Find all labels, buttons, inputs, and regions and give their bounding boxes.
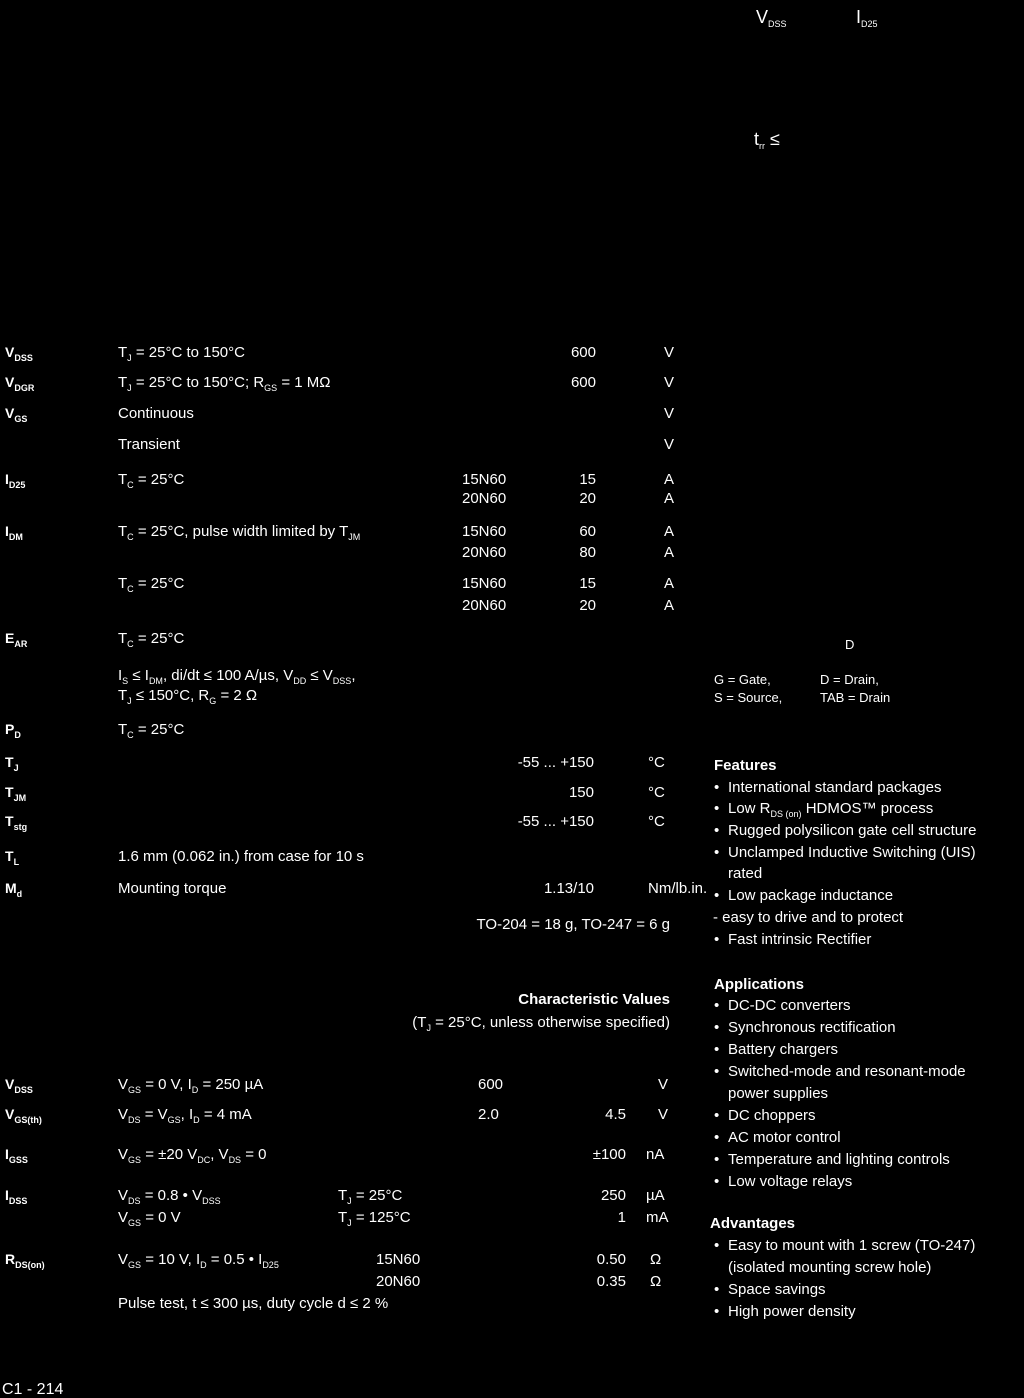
temp-value: 1.13/10 [543, 880, 594, 897]
rds-unit1: Ω [650, 1251, 662, 1268]
rds-val1: 0.50 [596, 1251, 626, 1268]
char-condition: $V_{GS} = 0$ V, $I_D = 250$ µA [118, 1076, 264, 1095]
rating-condition: Continuous [118, 405, 194, 422]
feature-item: - easy to drive and to protect [713, 909, 904, 926]
feature-item: • Fast intrinsic Rectifier [728, 932, 871, 947]
rating-part: 20N60 [462, 490, 507, 507]
features-title: Features [714, 757, 777, 774]
char-symbol: $V_{DSS}$ [5, 1076, 33, 1095]
weight: TO-204 = 18 g, TO-247 = 6 g [476, 916, 670, 933]
temp-condition: 1.6 mm (0.062 in.) from case for 10 s [118, 848, 364, 865]
temp-symbol: $T_L$ [5, 848, 20, 867]
idss-temp1: $T_J = 25^\circ C$ [338, 1187, 403, 1206]
rating-symbol: $E_{AR}$ [5, 630, 28, 649]
rating-symbol: $I_{D25}$ [5, 471, 26, 490]
application-item: • Battery chargers [728, 1042, 838, 1057]
char-symbol: $V_{GS(th)}$ [5, 1106, 42, 1125]
advantage-item: (isolated mounting screw hole) [728, 1259, 932, 1276]
rating-symbol: $V_{DGR}$ [5, 374, 35, 393]
temp-condition: Mounting torque [118, 880, 227, 897]
feature-item: rated [728, 865, 763, 882]
feature-item: • International standard packages [728, 780, 941, 795]
application-item: • Temperature and lighting controls [728, 1152, 950, 1167]
rating-part: 20N60 [462, 597, 507, 614]
rating-value: 60 [579, 523, 596, 540]
rating-unit: A [664, 490, 675, 507]
idss-cond2: $V_{GS} = 0$ V [118, 1209, 181, 1228]
char-conditions: ($T_J = 25^\circ C$, unless otherwise specified) [412, 1014, 670, 1033]
rds-symbol: $R_{DS(on)}$ [5, 1251, 45, 1270]
pinout-tab: TAB = Drain [820, 690, 891, 705]
rating-value: 15 [579, 471, 596, 488]
application-item: • Synchronous rectification [728, 1020, 896, 1035]
char-min: 2.0 [478, 1106, 499, 1123]
dvdt-condition-line2: $T_J \le 150^\circ C$, $R_G = 2$ Ω [118, 687, 258, 706]
applications-title: Applications [714, 976, 805, 993]
rating-symbol: $I_{DM}$ [5, 523, 23, 542]
rating-unit: V [664, 436, 675, 453]
rating-value: 600 [570, 344, 596, 361]
advantage-item: • High power density [728, 1304, 856, 1319]
rds-cond: $V_{GS} = 10$ V, $I_D = 0.5$ • $I_{D25}$ [118, 1251, 279, 1270]
rating-unit: V [664, 374, 675, 391]
pd-symbol: $P_D$ [5, 721, 21, 740]
rating-value: 15 [579, 575, 596, 592]
rating-part: 15N60 [462, 575, 507, 592]
char-condition: $V_{GS} = \pm 20$ $V_{DC}$, $V_{DS} = 0$ [118, 1146, 267, 1165]
rating-condition: $T_C = 25^\circ C$ [118, 630, 185, 649]
pinout-drain: D = Drain, [820, 672, 879, 687]
rating-value: 600 [570, 374, 596, 391]
temp-unit: Nm/lb.in. [648, 880, 708, 897]
advantages-title: Advantages [710, 1215, 796, 1232]
advantage-item: • Space savings [728, 1282, 826, 1297]
rating-symbol: $V_{GS}$ [5, 405, 28, 424]
temp-symbol: $M_d$ [5, 880, 23, 899]
rds-val2: 0.35 [596, 1273, 626, 1290]
rating-condition: $T_J = 25^\circ C$ to 150°C [118, 344, 245, 363]
pinout-d-label: D [845, 637, 855, 652]
char-max: 4.5 [605, 1106, 626, 1123]
header-vdss: $V_{DSS}$ [756, 7, 787, 29]
idss-unit1: µA [646, 1187, 665, 1204]
char-min: 600 [478, 1076, 504, 1093]
rating-part: 15N60 [462, 471, 507, 488]
rating-unit: A [664, 523, 675, 540]
temp-value: 150 [568, 784, 594, 801]
idss-val2: 1 [617, 1209, 626, 1226]
application-item: • DC-DC converters [728, 998, 851, 1013]
feature-item: • Low $R_{DS (on)}$ HDMOS™ process [728, 801, 933, 816]
temp-value: -55 ... +150 [517, 754, 594, 771]
rating-part: 20N60 [462, 544, 507, 561]
pinout-gate: G = Gate, [714, 672, 771, 687]
header-trr: $t_{rr}$ ≤ [754, 129, 780, 151]
application-item: • DC choppers [728, 1108, 816, 1123]
temp-unit: °C [648, 784, 665, 801]
rating-condition: $T_C = 25^\circ C$, pulse width limited by $T_{JM}$ [118, 523, 361, 542]
temp-unit: °C [648, 813, 665, 830]
rating-symbol: $V_{DSS}$ [5, 344, 33, 363]
dvdt-condition-line1: $I_S \le I_{DM}$, di/dt ≤ 100 A/µs, $V_{DD} \le V_{DSS}$, [118, 667, 356, 686]
rating-part: 15N60 [462, 523, 507, 540]
rds-unit2: Ω [650, 1273, 662, 1290]
rating-value: 80 [579, 544, 596, 561]
rds-note: Pulse test, t ≤ 300 µs, duty cycle d ≤ 2 % [118, 1295, 389, 1312]
rating-value: 20 [579, 490, 596, 507]
rating-condition: Transient [118, 436, 180, 453]
temp-value: -55 ... +150 [517, 813, 594, 830]
rating-unit: A [664, 575, 675, 592]
rating-unit: A [664, 597, 675, 614]
char-max: ±100 [592, 1146, 626, 1163]
rating-unit: A [664, 544, 675, 561]
application-item: • Low voltage relays [728, 1174, 852, 1189]
rating-unit: V [664, 405, 675, 422]
temp-symbol: $T_{stg}$ [5, 813, 28, 832]
rating-unit: A [664, 471, 675, 488]
idss-cond1: $V_{DS} = 0.8$ • $V_{DSS}$ [118, 1187, 221, 1206]
idss-symbol: $I_{DSS}$ [5, 1187, 28, 1206]
header-id25: $I_{D25}$ [856, 7, 878, 29]
char-symbol: $I_{GSS}$ [5, 1146, 28, 1165]
feature-item: • Unclamped Inductive Switching (UIS) [728, 845, 976, 860]
rating-value: 20 [579, 597, 596, 614]
temp-symbol: $T_{JM}$ [5, 784, 27, 803]
application-item: power supplies [728, 1085, 829, 1102]
feature-item: • Rugged polysilicon gate cell structure [728, 823, 976, 838]
application-item: • Switched-mode and resonant-mode [728, 1064, 966, 1079]
advantage-item: • Easy to mount with 1 screw (TO-247) [728, 1238, 975, 1253]
rating-condition: $T_J = 25^\circ C$ to 150°C; $R_{GS} = 1$ MΩ [118, 374, 331, 393]
pd-condition: $T_C = 25^\circ C$ [118, 721, 185, 740]
rds-part1: 15N60 [376, 1251, 421, 1268]
char-unit: V [658, 1106, 669, 1123]
char-title: Characteristic Values [518, 991, 670, 1008]
temp-unit: °C [648, 754, 665, 771]
temp-symbol: $T_J$ [5, 754, 19, 773]
rating-condition: $T_C = 25^\circ C$ [118, 575, 185, 594]
char-condition: $V_{DS} = V_{GS}$, $I_D = 4$ mA [118, 1106, 252, 1125]
page-footer: C1 - 214 [2, 1381, 64, 1398]
rating-unit: V [664, 344, 675, 361]
char-unit: V [658, 1076, 669, 1093]
char-unit: nA [646, 1146, 665, 1163]
rds-part2: 20N60 [376, 1273, 421, 1290]
rating-condition: $T_C = 25^\circ C$ [118, 471, 185, 490]
idss-val1: 250 [600, 1187, 626, 1204]
feature-item: • Low package inductance [728, 888, 893, 903]
application-item: • AC motor control [728, 1130, 841, 1145]
pinout-source: S = Source, [714, 690, 783, 705]
idss-unit2: mA [646, 1209, 669, 1226]
idss-temp2: $T_J = 125^\circ C$ [338, 1209, 411, 1228]
